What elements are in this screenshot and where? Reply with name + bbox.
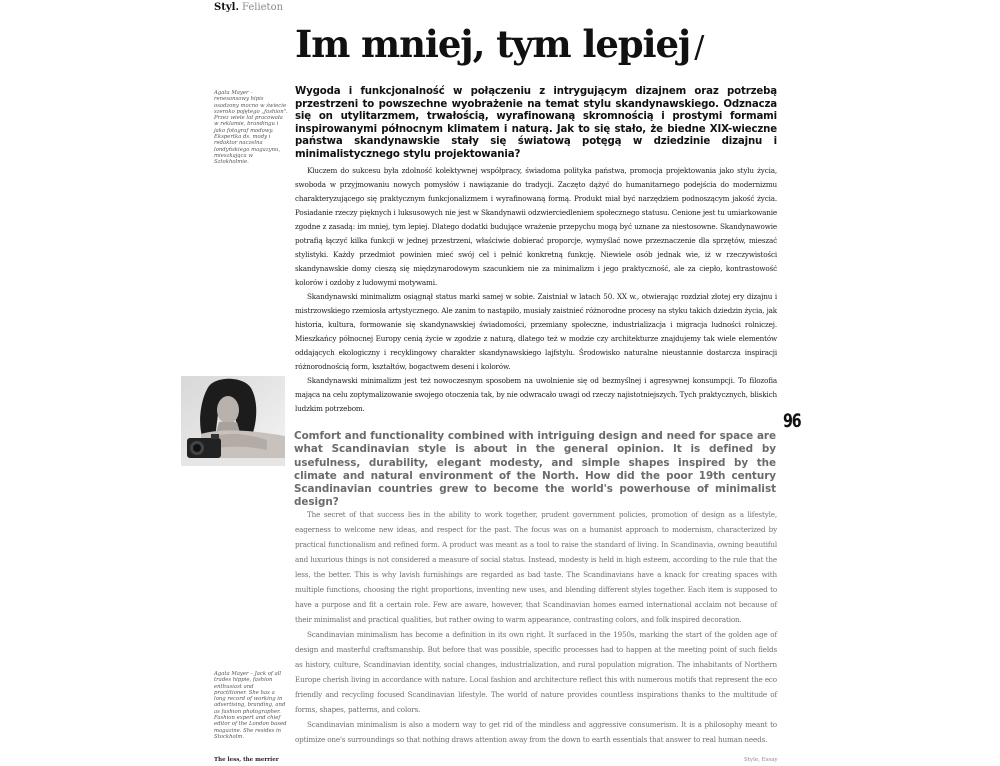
author-portrait-photo-icon (181, 376, 285, 466)
lead-paragraph-en: Comfort and functionality combined with intriguing design and need for space are what Scandinavian style is about in the general opinion. It is defined by usefulness, durability, elegant modesty, and simple shapes inspired by the climate and natural environment of the North. How did the poor 19th century Scandinavian countries grew to become the world's powerhouse of minimalist design? (294, 430, 776, 509)
body-paragraph: Skandynawski minimalizm osiągnął status marki samej w sobie. Zaistniał w latach 50. XX w., otwierając rozdział złotej ery dizajnu i mistrzowskiego rzemiosła artystycznego. Ale zanim to nastąpiło, musiały zaistnieć różnorodne procesy na styku takich dziedzin życia, jak historia, kultura, formowanie się skandynawskiej świadomości, przemiany społeczne, industrializacja i migracja ludności rolniczej. Mieszkańcy północnej Europy cenią życie w zgodzie z naturą, dlatego też w modzie czy architekturze znajdujemy tak wiele elementów oddających ekologiczny i recyklingowy charakter skandynawskiego lajfstylu. Środowisko naturalne nieustannie dostarcza inspiracji różnorodnością form, kształtów, bogactwem deseni i kolorów. (295, 292, 777, 371)
article-title (295, 24, 703, 65)
section-subname: Felieton (241, 2, 284, 13)
author-photo (181, 376, 285, 466)
author-bio-pl: Agata Mayer – renesansowy hipis osadzony mocno w świecie szeroko pojętego „fashion". Przez wiele lat pracowała w reklamie, brandingu i jako fotograf modowy. Ekspertka ds. mody i redaktor naczelna londyńskiego magazynu, mieszkająca w Sztokholmie. (214, 90, 288, 166)
body-paragraph: Skandynawski minimalizm jest też nowoczesnym sposobem na uwolnienie się od bezmyślnej i agresywnej konsumpcji. To filozofia mająca na celu zoptymalizowanie swojego otoczenia tak, by nie odwracało uwagi od rzeczy najistotniejszych. Tych praktycznych, bliskich ludzkim potrzebom. (295, 376, 777, 413)
author-bio-en: Agata Mayer – Jack of all trades hippie, fashion enthusiast and practitioner. She has a long record of working in advertising, branding, and as fashion photographer. Fashion expert and chief editor of the London based magazine. She resides in Stockholm. (214, 671, 287, 740)
lead-paragraph-pl: Wygoda i funkcjonalność w połączeniu z intrygującym dizajnem oraz potrzebą przestrzeni to powszechne wyobrażenie na temat stylu skandynawskiego. Odznacza się on utylitarzmem, trwałością, wyrafinowaną skromnością i prostymi formami inspirowanymi północnym klimatem i naturą. Jak to się stało, że biedne XIX-wieczne państwa skandynawskie stały się światową potęgą w dziedzinie dizajnu i minimalistycznego stylu projektowania? (295, 86, 777, 160)
title-slash: / (694, 30, 704, 65)
body-text-en (295, 507, 777, 747)
body-paragraph: Scandinavian minimalism has become a definition in its own right. It surfaced in the 1950s, marking the start of the golden age of design and masterful craftsmanship. But before that was possible, specific processes had to happen at the meeting point of such fields as history, culture, Scandinavian identity, social changes, industrialization, and rural population migration. The inhabitants of Northern Europe cherish living in accordance with nature. Local fashion and architecture reflect this with numerous motifs that represent the eco friendly and recycling focused Scandinavian lifestyle. The world of nature provides countless inspirations thanks to the multitude of forms, shapes, patterns, and colors. (295, 630, 777, 714)
page-number: 96 (783, 410, 801, 432)
body-paragraph: The secret of that success lies in the ability to work together, prudent government policies, promotion of design as a lifestyle, eagerness to welcome new ideas, and respect for the past. The focus was on a humanist approach to modernism, characterized by practical functionalism and refined form. A product was meant as a tool to raise the standard of living. In Scandinavia, owning beautiful and luxurious things is not considered a measure of social status. Instead, modesty is held in high esteem, according to the rule that the less, the better. This is why lavish furnishings are regarded as bad taste. The Scandinavians have a knack for creating spaces with multiple functions, choosing the right proportions, inventing new uses, and blending different styles together. Each item is supposed to have a purpose and fit a certain role. Few are aware, however, that Scandinavian homes earned international acclaim not because of their minimalist and practical qualities, but rather owing to warm appearance, contrasting colors, and folk inspired decoration. (295, 510, 777, 624)
body-paragraph: Scandinavian minimalism is also a modern way to get rid of the mindless and aggressive consumerism. It is a philosophy meant to optimize one's surroundings so that nothing draws attention away from the down to earth essentials that answer to real human needs. (295, 720, 777, 744)
footer-title: The less, the merrier (214, 757, 279, 763)
section-name: Styl. (214, 2, 239, 13)
body-paragraph: Kluczem do sukcesu była zdolność kolektywnej współpracy, świadoma polityka państwa, promocja projektowania jako stylu życia, swoboda w przyjmowaniu nowych pomysłów i nawiązanie do tradycji. Zaczęto dążyć do humanitarnego podejścia do modernizmu charakteryzującego się praktycznym funkcjonalizmem i wyrafinowaną formą. Produkt miał być narzędziem podnoszącym jakość życia. Posiadanie rzeczy pięknych i luksusowych nie jest w Skandynawii odzwierciedleniem społecznego statusu. Cenione jest tu umiarkowanie zgodne z zasadą: im mniej, tym lepiej. Dlatego dodatki budujące wrażenie przepychu mogą być uznane za niestosowne. Skandynawowie potrafią łączyć kilka funkcji w jednej przestrzeni, właściwie dobierać proporcje, wymyślać nowe przeznaczenie dla sprzętów, mieszać stylistyki. Każdy przedmiot powinien mieć swój cel i pełnić konkretną funkcję. Niewiele osób jednak wie, iż w rzeczywistości skandynawskie domy cieszą się międzynarodowym szacunkiem nie za minimalizm i jego praktyczność, ale za ciepło, kontrastowość kolorów i ozdoby z ludowymi motywami. (295, 166, 777, 287)
section-label (214, 2, 283, 13)
title-text: Im mniej, tym lepiej (295, 22, 691, 66)
body-text-pl (295, 164, 777, 416)
footer-section: Style, Essay (744, 757, 778, 763)
